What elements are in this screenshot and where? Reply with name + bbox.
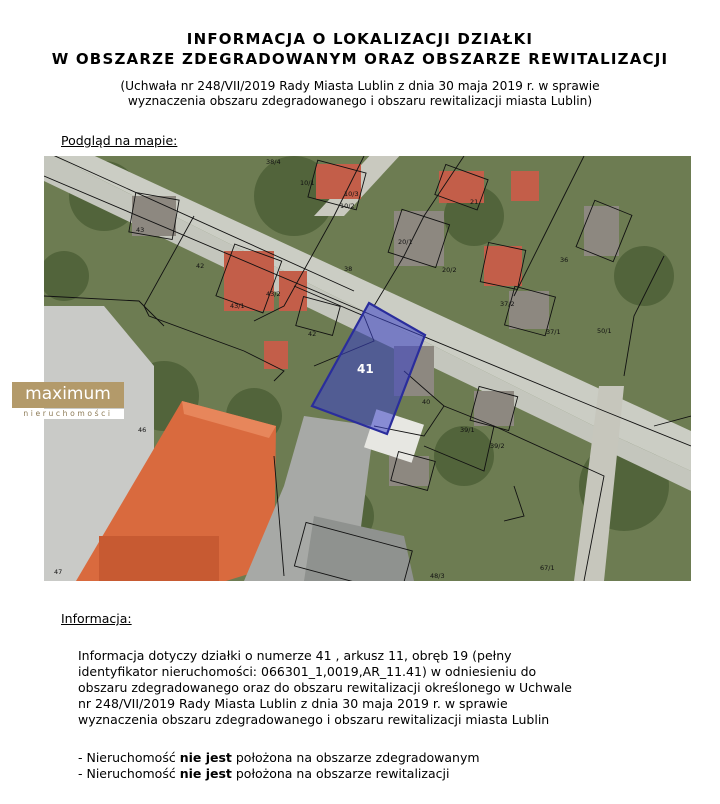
parcel-label: 37/2 — [500, 300, 515, 308]
map-section-heading: Podgląd na mapie: — [61, 133, 178, 148]
document-title-line-1: INFORMACJA O LOKALIZACJI DZIAŁKI — [186, 30, 534, 48]
parcel-label: 37/1 — [546, 328, 561, 336]
info-paragraph-line: identyfikator nieruchomości: 066301_1,0019,AR_11.41) w odniesieniu do — [78, 664, 537, 679]
statement-revitalization-area — [78, 766, 638, 782]
parcel-label: 43 — [136, 226, 145, 234]
parcel-label: 50/1 — [597, 327, 612, 335]
statement-emphasis: nie jest — [179, 750, 232, 765]
company-logo — [10, 382, 124, 420]
parcel-label: 47 — [54, 568, 63, 576]
document-subtitle-line-2: wyznaczenia obszaru zdegradowanego i obszaru rewitalizacji miasta Lublin) — [127, 94, 593, 108]
parcel-label: 21 — [470, 198, 479, 206]
parcel-label: 38/4 — [266, 158, 281, 166]
parcel-label: 38 — [344, 265, 353, 273]
statement-degraded-area — [78, 750, 638, 766]
parcel-label: 67/1 — [540, 564, 555, 572]
parcel-label: 42 — [196, 262, 205, 270]
selected-parcel-label: 41 — [357, 362, 374, 376]
parcel-label: 39/2 — [490, 442, 505, 450]
statement-prefix: - Nieruchomość — [78, 750, 180, 765]
parcel-label: 39/1 — [460, 426, 475, 434]
map-image — [44, 156, 691, 581]
parcel-label: 20/1 — [398, 238, 413, 246]
info-paragraph — [78, 648, 638, 728]
parcel-label: 10/1 — [300, 179, 315, 187]
parcel-label: 48/3 — [430, 572, 445, 580]
info-paragraph-line: obszaru zdegradowanego oraz do obszaru rewitalizacji określonego w Uchwale — [78, 680, 572, 695]
document-title-line-2: W OBSZARZE ZDEGRADOWANYM ORAZ OBSZARZE REWITALIZACJI — [51, 50, 669, 68]
info-paragraph-line: Informacja dotyczy działki o numerze 41 , arkusz 11, obręb 19 (pełny — [78, 648, 512, 663]
parcel-label: 42 — [308, 330, 317, 338]
map-preview[interactable] — [44, 156, 691, 581]
parcel-label: 40 — [422, 398, 431, 406]
parcel-label: 20/2 — [442, 266, 457, 274]
parcel-label: 36 — [560, 256, 569, 264]
statement-suffix: położona na obszarze rewitalizacji — [231, 766, 450, 781]
parcel-label: 43/2 — [266, 290, 281, 298]
document-subtitle-line-1: (Uchwała nr 248/VII/2019 Rady Miasta Lublin z dnia 30 maja 2019 r. w sprawie — [120, 79, 600, 93]
logo-tagline: nieruchomości — [12, 409, 124, 419]
statement-emphasis: nie jest — [179, 766, 232, 781]
statement-prefix: - Nieruchomość — [78, 766, 180, 781]
info-paragraph-line: wyznaczenia obszaru zdegradowanego i obszaru rewitalizacji miasta Lublin — [78, 712, 550, 727]
parcel-label: 10/2 — [340, 202, 355, 210]
info-paragraph-line: nr 248/VII/2019 Rady Miasta Lublin z dnia 30 maja 2019 r. w sprawie — [78, 696, 508, 711]
parcel-label: 43/1 — [230, 302, 245, 310]
parcel-label: 10/3 — [344, 190, 359, 198]
logo-wordmark: maximum — [12, 382, 124, 408]
parcel-label: 46 — [138, 426, 147, 434]
statement-suffix: położona na obszarze zdegradowanym — [231, 750, 480, 765]
info-section-heading: Informacja: — [61, 611, 132, 626]
